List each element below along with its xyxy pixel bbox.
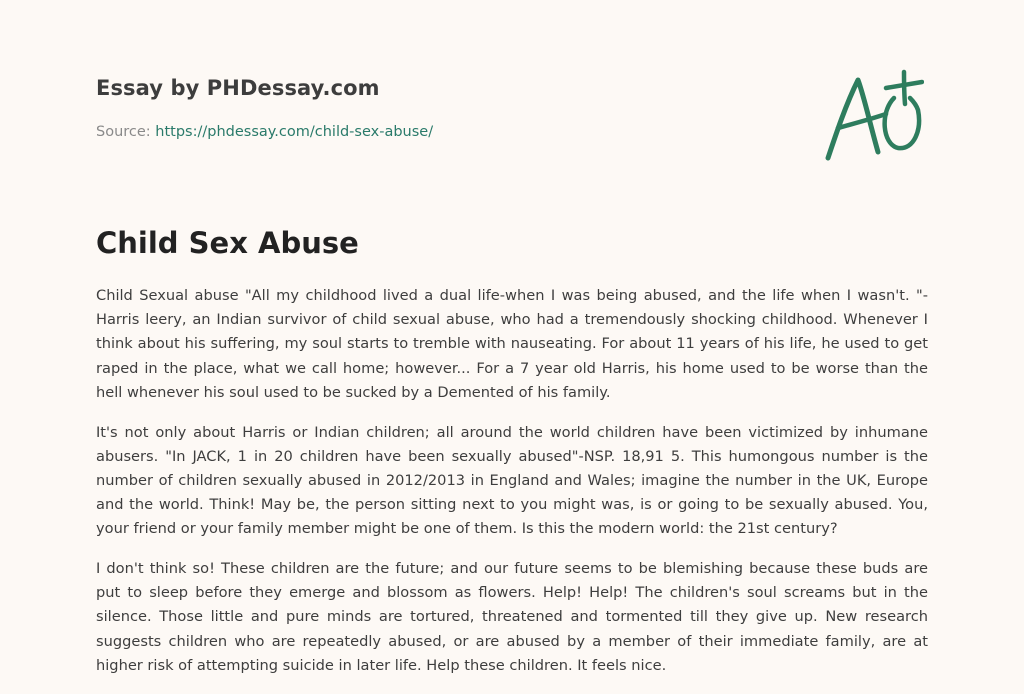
- essay-title: Child Sex Abuse: [96, 226, 359, 260]
- paragraph: I don't think so! These children are the future; and our future seems to be blemishing because these buds are put to sleep before they emerge and blossom as flowers. Help! Help! The children's soul screams but in the silence. Those little and pure minds are tortured, threatened and tormented till they give up. New research suggests children who are repeatedly abused, or are abused by a member of their immediate family, are at higher risk of attempting suicide in later life. Help these children. It feels nice.: [96, 560, 928, 674]
- source-label: Source:: [96, 124, 156, 140]
- site-brand: Essay by PHDessay.com: [96, 76, 380, 100]
- essay-page: [96, 0, 928, 692]
- a-plus-grade-icon: [824, 68, 924, 164]
- paragraph: Child Sexual abuse "All my childhood lived a dual life-when I was being abused, and the life when I wasn't. "- Harris leery, an Indian survivor of child sexual abuse, who had a tremendously shocking childhood. Whenever I think about his suffering, my soul starts to tremble with nauseating. For about 11 years of his life, he used to get raped in the place, what we call home; however... For a 7 year old Harris, his home used to be worse than the hell whenever his soul used to be sucked by a Demented of his family.: [96, 287, 928, 401]
- source-link[interactable]: https://phdessay.com/child-sex-abuse/: [155, 124, 434, 140]
- source-line: [96, 124, 433, 140]
- essay-body: [96, 284, 928, 694]
- paragraph: It's not only about Harris or Indian children; all around the world children have been victimized by inhumane abusers. "In JACK, 1 in 20 children have been sexually abused"-NSP. 18,91 5. This humongous number is the number of children sexually abused in 2012/2013 in England and Wales; imagine the number in the UK, Europe and the world. Think! May be, the person sitting next to you might was, is or going to be sexually abused. You, your friend or your family member might be one of them. Is this the modern world: the 21st century?: [96, 423, 928, 538]
